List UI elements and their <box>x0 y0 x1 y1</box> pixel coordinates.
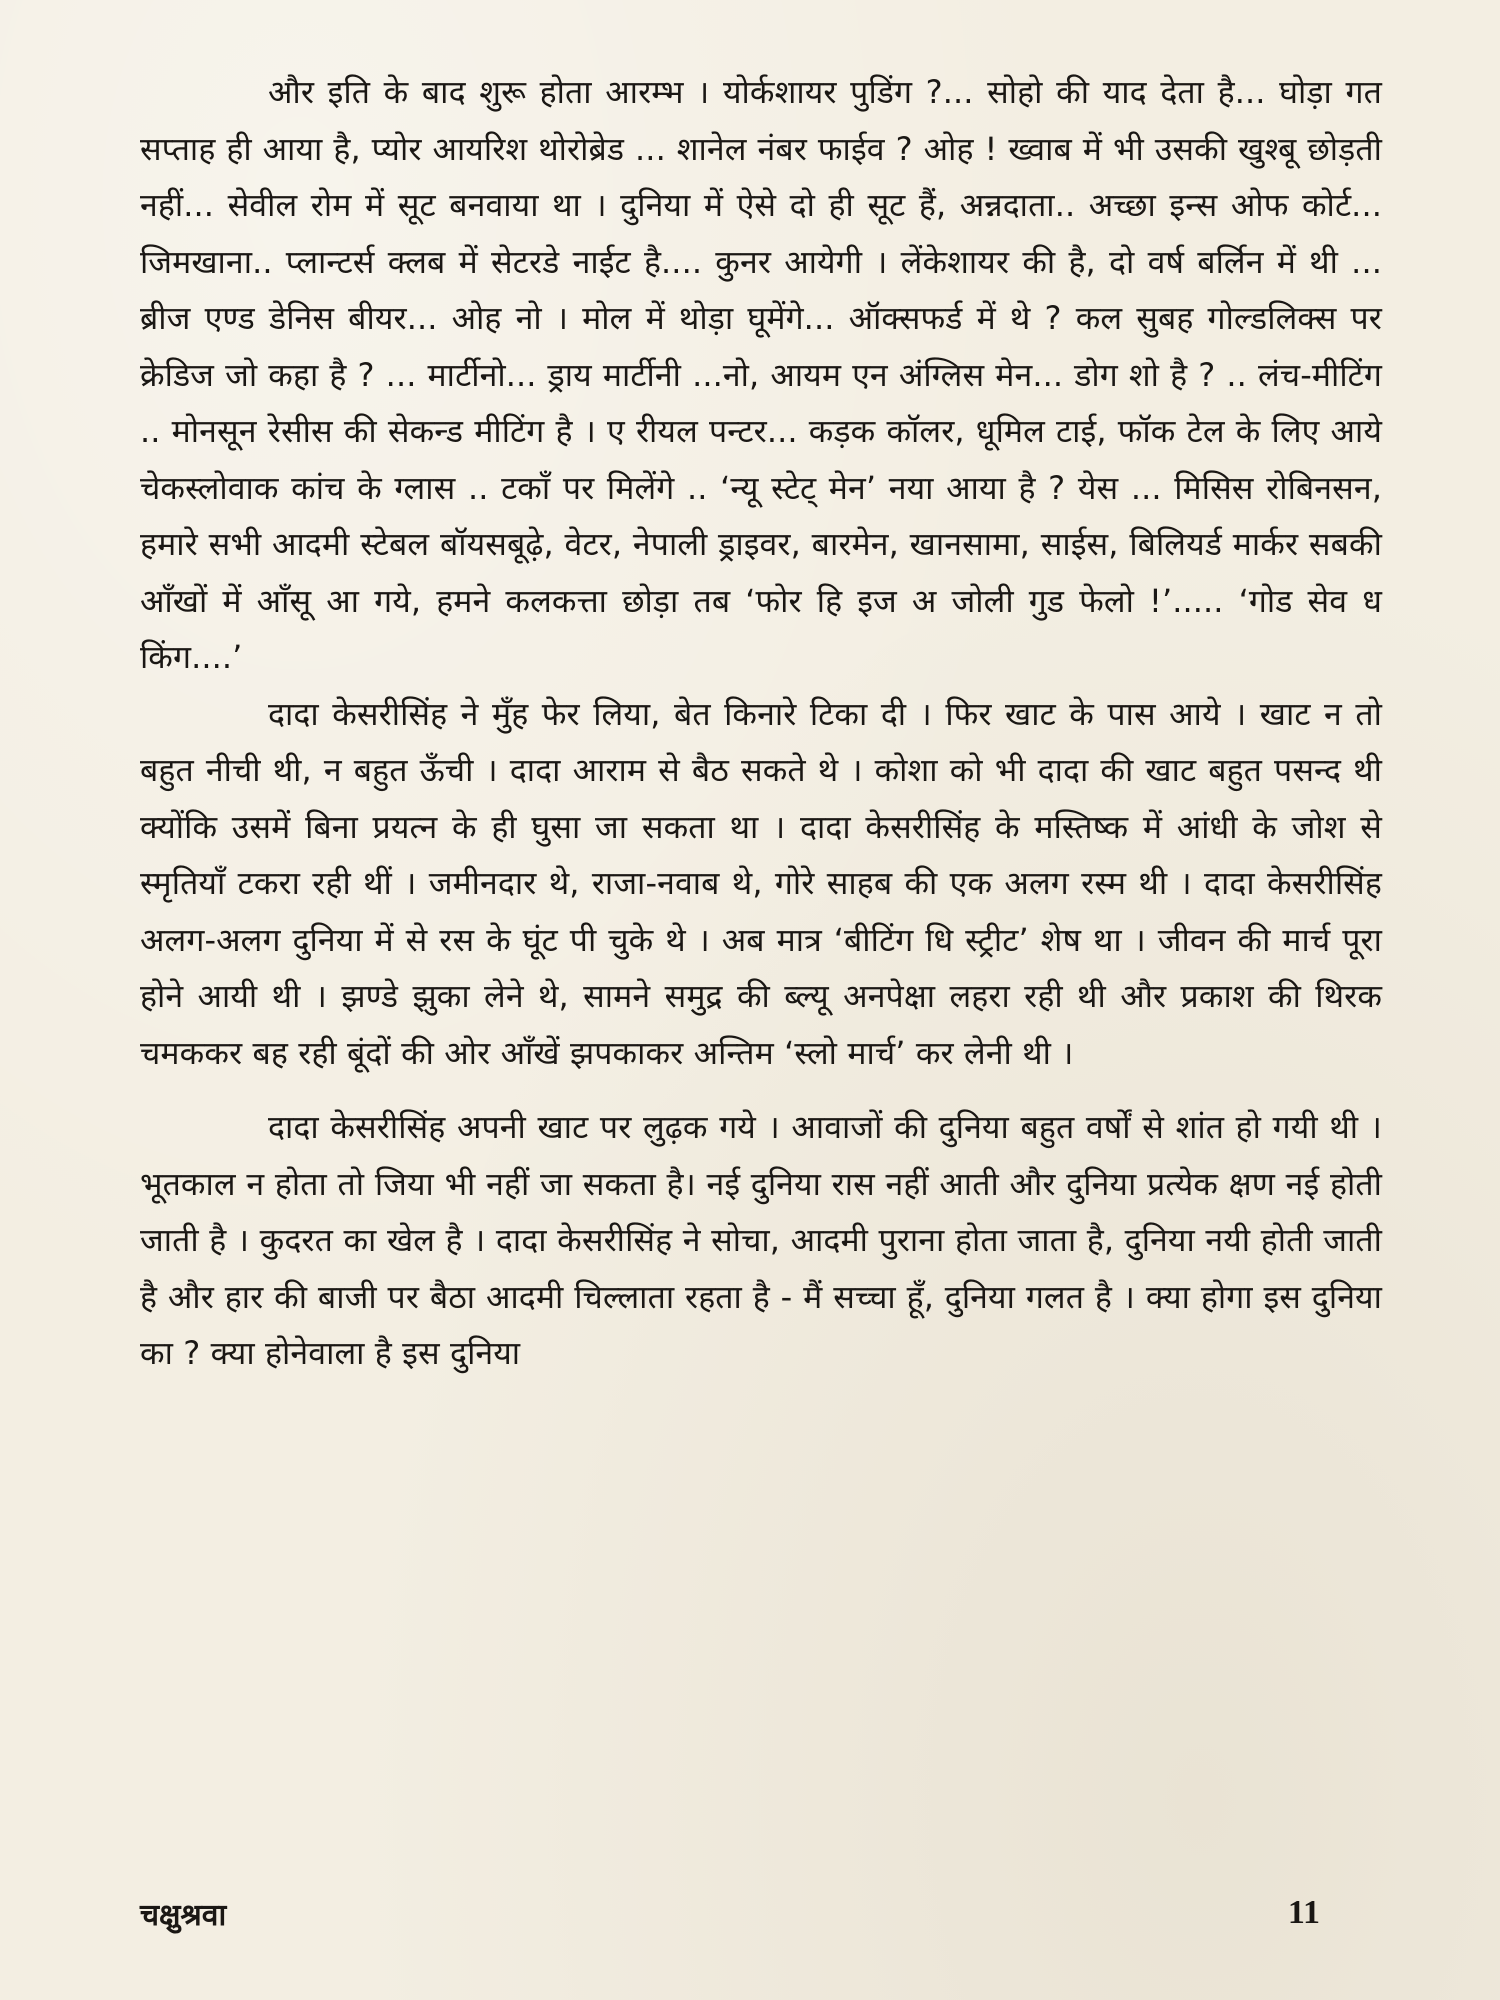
page-number: 11 <box>1287 1894 1320 1931</box>
paragraph-3: दादा केसरीसिंह अपनी खाट पर लुढ़क गये । आवाजों की दुनिया बहुत वर्षों से शांत हो गयी थी । भूतकाल न होता तो जिया भी नहीं जा सकता है। नई दुनिया रास नहीं आती और दुनिया प्रत्येक क्षण नई होती जाती है । कुदरत का खेल है । दादा केसरीसिंह ने सोचा, आदमी पुराना होता जाता है, दुनिया नयी होती जाती है और हार की बाजी पर बैठा आदमी चिल्लाता रहता है - मैं सच्चा हूँ, दुनिया गलत है । क्या होगा इस दुनिया का ? क्या होनेवाला है इस दुनिया <box>140 1108 1383 1372</box>
paragraph-1: और इति के बाद शुरू होता आरम्भ । योर्कशायर पुडिंग ?... सोहो की याद देता है... घोड़ा गत सप्ताह ही आया है, प्योर आयरिश थोरोब्रेड ... शानेल नंबर फाईव ? ओह ! ख्वाब में भी उसकी खुश्बू छोड़ती नहीं... सेवील रोम में सूट बनवाया था । दुनिया में ऐसे दो ही सूट हैं, अन्नदाता.. अच्छा इन्स ओफ कोर्ट... जिमखाना.. प्लान्टर्स क्लब में सेटरडे नाईट है.... कुनर आयेगी । लेंकेशायर की है, दो वर्ष बर्लिन में थी ... ब्रीज एण्ड डेनिस बीयर... ओह नो । मोल में थोड़ा घूमेंगे... ऑक्सफर्ड में थे ? कल सुबह गोल्डलिक्स पर क्रेडिज जो कहा है ? ... मार्टीनो... ड्राय मार्टीनी ...नो, आयम एन अंग्लिस मेन... डोग शो है ? .. लंच-मीटिंग .. मोनसून रेसीस की सेकन्ड मीटिंग है । ए रीयल पन्टर... कड़क कॉलर, धूमिल टाई, फॉक टेल के लिए आये चेकस्लोवाक कांच के ग्लास .. टकाँ पर मिलेंगे .. ‘न्यू स्टेट् मेन’ नया आया है ? येस ... मिसिस रोबिनसन, हमारे सभी आदमी स्टेबल बॉयसबूढ़े, वेटर, नेपाली ड्राइवर, बारमेन, खानसामा, साईस, बिलियर्ड मार्कर सबकी आँखों में आँसू आ गये, हमने कलकत्ता छोड़ा तब ‘फोर हि इज अ जोली गुड फेलो !’..... ‘गोड सेव ध किंग....’ <box>140 73 1383 676</box>
page-footer <box>140 1888 1320 1938</box>
page-text-body <box>140 64 1382 1382</box>
paragraph-2: दादा केसरीसिंह ने मुँह फेर लिया, बेत किनारे टिका दी । फिर खाट के पास आये । खाट न तो बहुत नीची थी, न बहुत ऊँची । दादा आराम से बैठ सकते थे । कोशा को भी दादा की खाट बहुत पसन्द थी क्योंकि उसमें बिना प्रयत्न के ही घुसा जा सकता था । दादा केसरीसिंह के मस्तिष्क में आंधी के जोश से स्मृतियाँ टकरा रही थीं । जमीनदार थे, राजा-नवाब थे, गोरे साहब की एक अलग रस्म थी । दादा केसरीसिंह अलग-अलग दुनिया में से रस के घूंट पी चुके थे । अब मात्र ‘बीटिंग धि स्ट्रीट’ शेष था । जीवन की मार्च पूरा होने आयी थी । झण्डे झुका लेने थे, सामने समुद्र की ब्ल्यू अनपेक्षा लहरा रही थी और प्रकाश की थिरक चमककर बह रही बूंदों की ओर आँखें झपकाकर अन्तिम ‘स्लो मार्च’ कर लेनी थी । <box>140 694 1382 1072</box>
book-title: चक्षुश्रवा <box>140 1897 227 1933</box>
